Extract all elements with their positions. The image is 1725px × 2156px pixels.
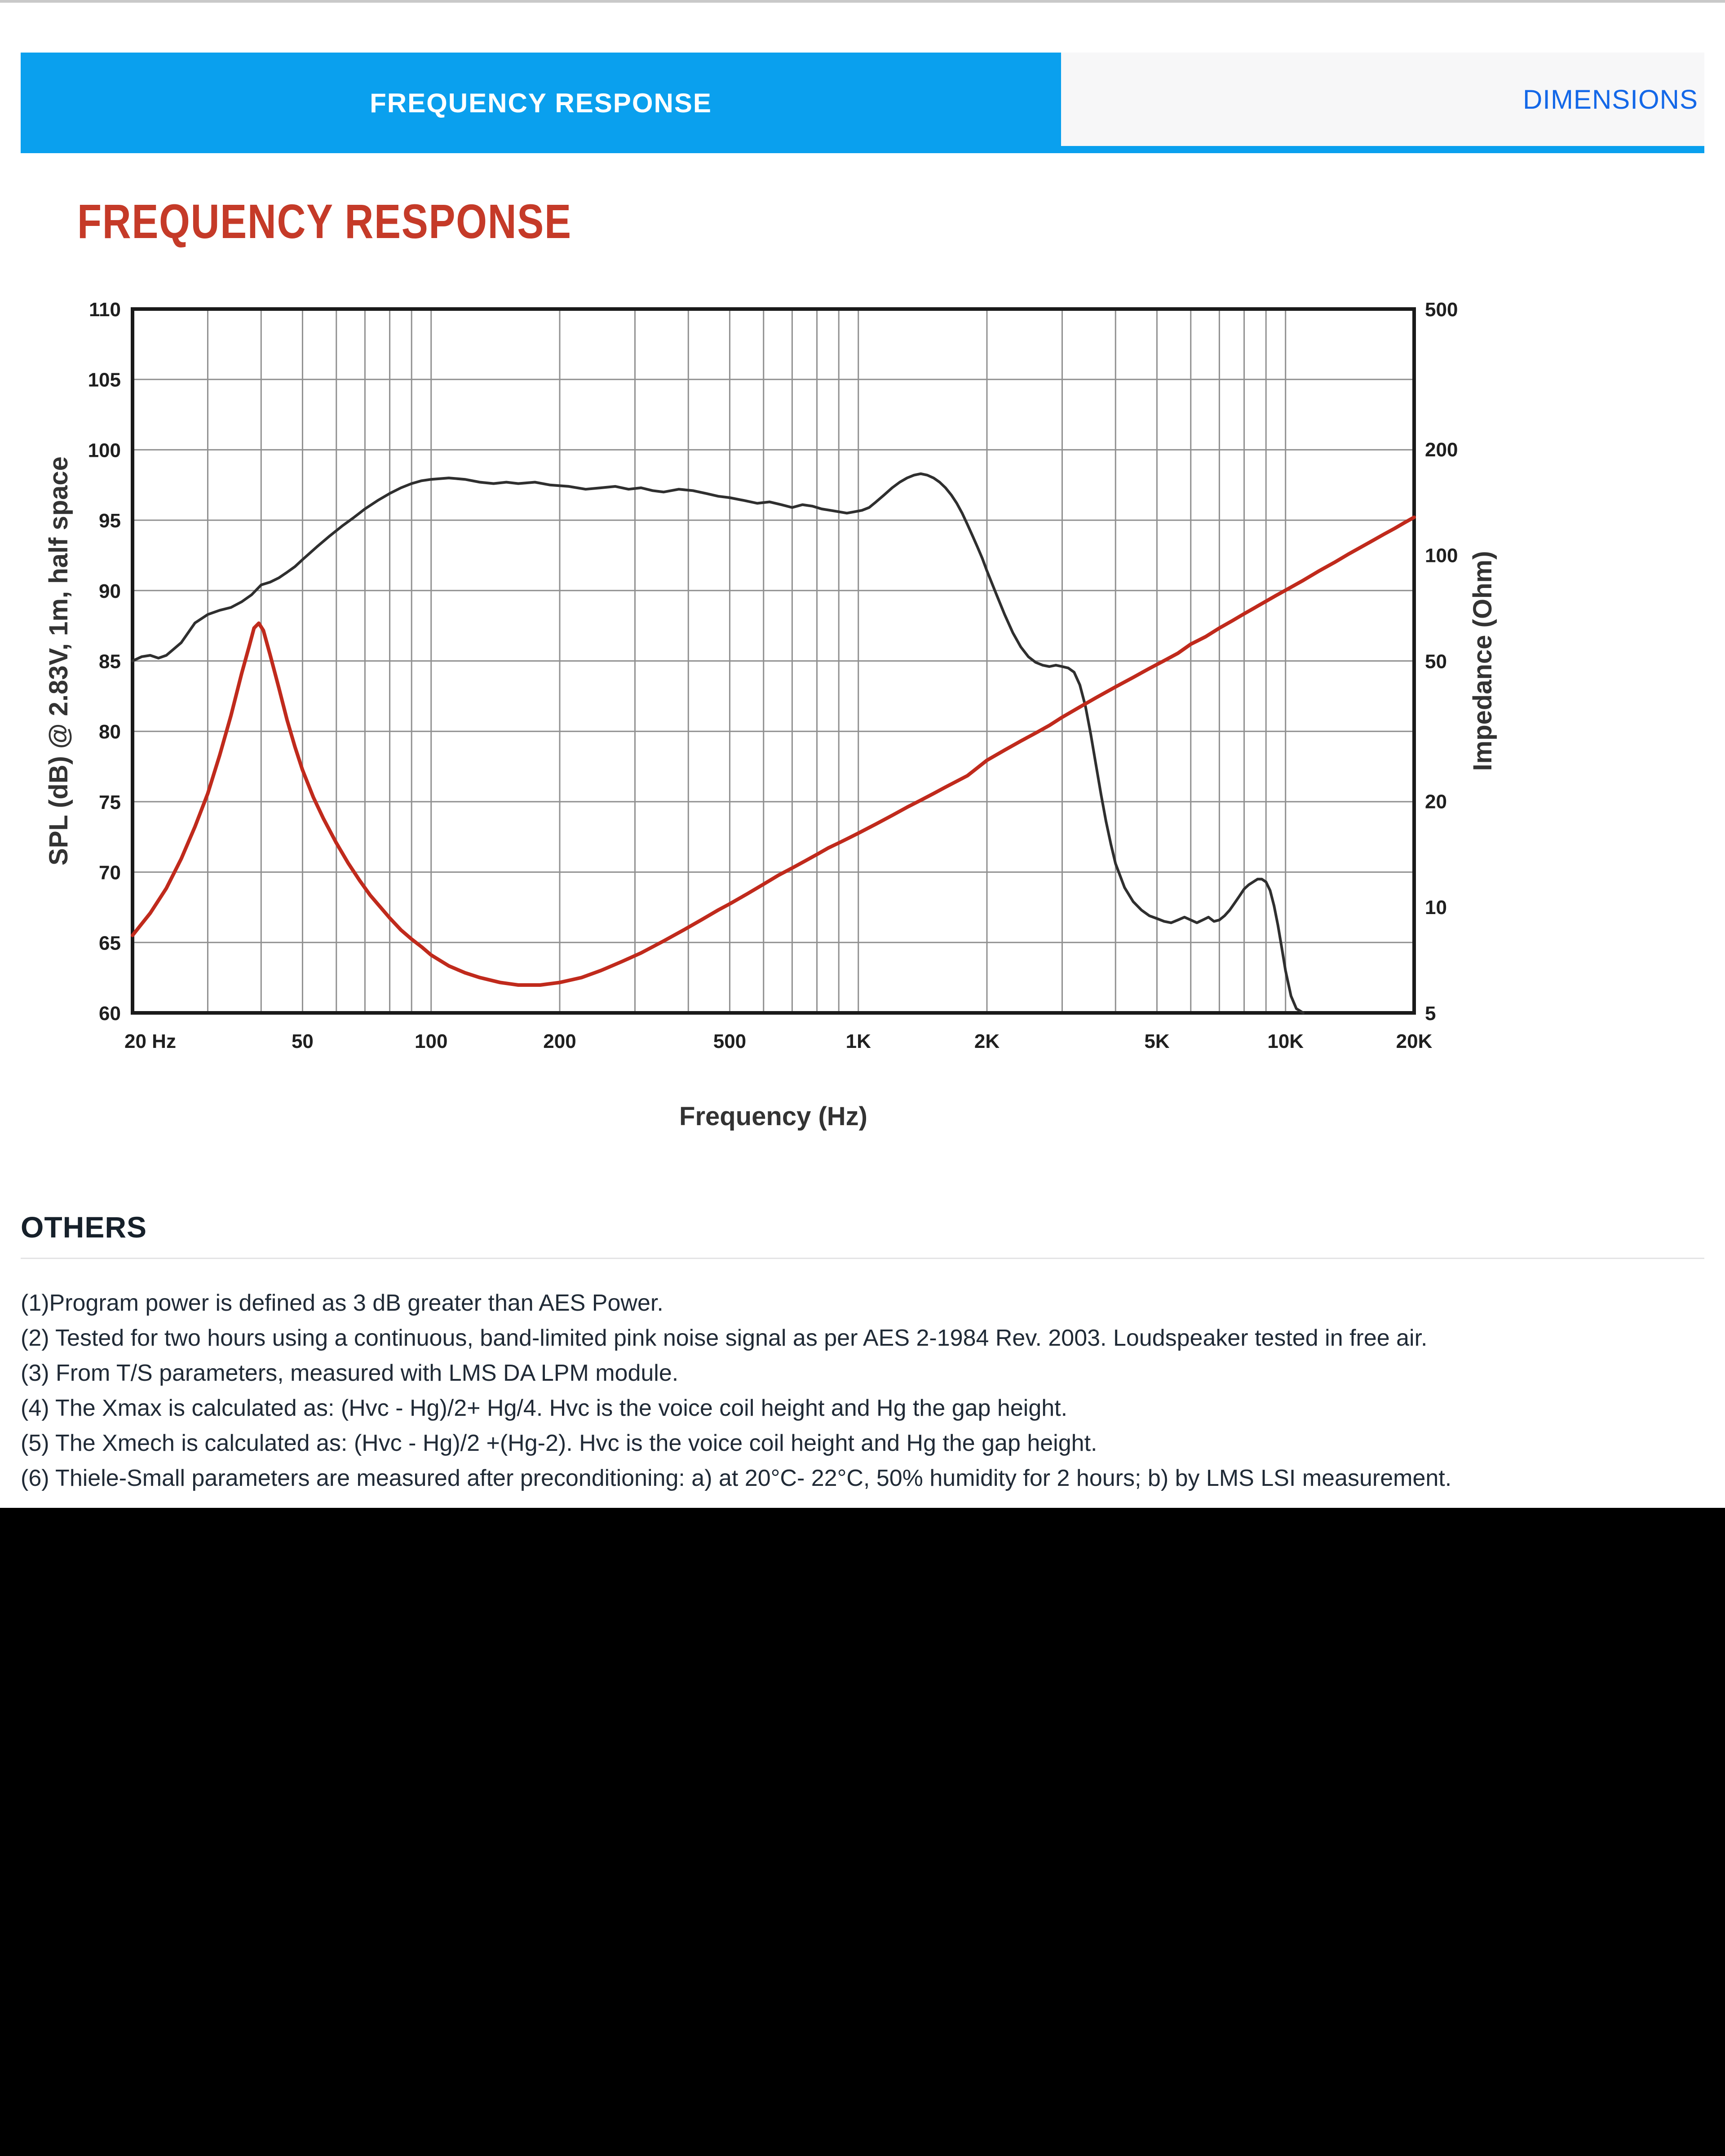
x-tick-label: 20 Hz [124, 1030, 176, 1052]
y-left-tick-label: 80 [99, 721, 121, 743]
y-left-tick-label: 65 [99, 932, 121, 954]
y-right-axis-title: Impedance (Ohm) [1468, 551, 1497, 771]
x-tick-label: 200 [543, 1030, 576, 1052]
footnote-item: (1)Program power is defined as 3 dB greater than AES Power. [21, 1290, 663, 1316]
x-tick-label: 100 [415, 1030, 448, 1052]
x-tick-label: 1K [845, 1030, 871, 1052]
x-tick-label: 10K [1267, 1030, 1304, 1052]
x-axis-title: Frequency (Hz) [679, 1102, 867, 1131]
y-right-tick-label: 20 [1425, 791, 1447, 813]
tab-frequency-response[interactable] [21, 53, 1061, 153]
y-left-tick-label: 90 [99, 580, 121, 602]
page-title: FREQUENCY RESPONSE [77, 194, 572, 248]
frequency-response-chart [0, 252, 1725, 1150]
y-right-tick-label: 200 [1425, 438, 1458, 461]
y-left-tick-label: 100 [88, 439, 121, 462]
y-left-tick-label: 75 [99, 791, 121, 813]
footnote-item: (5) The Xmech is calculated as: (Hvc - Hg)/2 +(Hg-2). Hvc is the voice coil height and Hg the gap height. [21, 1430, 1097, 1456]
y-right-tick-label: 100 [1425, 544, 1458, 567]
x-tick-label: 5K [1144, 1030, 1170, 1052]
footnote-item: (4) The Xmax is calculated as: (Hvc - Hg)/2+ Hg/4. Hvc is the voice coil height and Hg the gap height. [21, 1395, 1068, 1421]
others-section-title: OTHERS [21, 1211, 147, 1244]
impedance-curve [133, 517, 1414, 985]
y-left-tick-label: 110 [89, 299, 121, 321]
y-left-tick-label: 85 [99, 650, 121, 673]
y-right-tick-label: 50 [1425, 650, 1447, 673]
y-right-tick-label: 500 [1425, 299, 1458, 321]
footnote-item: (6) Thiele-Small parameters are measured after preconditioning: a) at 20°C- 22°C, 50% humidity for 2 hours; b) by LMS LSI measurement. [21, 1465, 1452, 1491]
y-left-tick-label: 60 [99, 1003, 121, 1025]
x-tick-label: 20K [1396, 1030, 1433, 1052]
bottom-black-band [0, 1508, 1725, 2156]
x-tick-label: 50 [291, 1030, 314, 1052]
spl-curve [133, 474, 1303, 1013]
tab-frequency-response-label: FREQUENCY RESPONSE [370, 88, 712, 118]
footnote-item: (3) From T/S parameters, measured with LMS DA LPM module. [21, 1360, 679, 1386]
tab-dimensions[interactable] [1061, 53, 1704, 146]
y-right-tick-label: 5 [1425, 1003, 1436, 1025]
y-left-tick-label: 95 [99, 510, 121, 532]
window-top-edge [0, 0, 1725, 3]
x-tick-label: 500 [713, 1030, 747, 1052]
section-divider [21, 1258, 1704, 1259]
footnote-item: (2) Tested for two hours using a continuous, band-limited pink noise signal as per AES 2-1984 Rev. 2003. Loudspeaker tested in free air. [21, 1325, 1428, 1351]
tab-bar [21, 53, 1704, 153]
y-left-axis-title: SPL (dB) @ 2.83V, 1m, half space [44, 456, 73, 866]
y-left-tick-label: 105 [88, 369, 121, 391]
y-right-tick-label: 10 [1425, 897, 1447, 919]
tab-dimensions-label: DIMENSIONS [1522, 84, 1698, 115]
y-left-tick-label: 70 [99, 862, 121, 884]
footnotes-list [21, 1286, 1638, 1496]
x-tick-label: 2K [974, 1030, 1000, 1052]
